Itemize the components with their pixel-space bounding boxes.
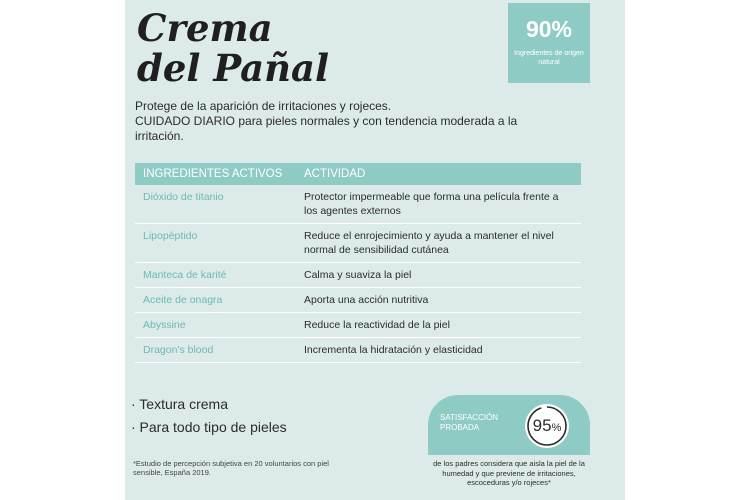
satisfaction-value: 95 bbox=[532, 416, 552, 435]
activity-cell: Reduce el enrojecimiento y ayuda a mantener el nivel normal de sensibilidad cutánea bbox=[296, 224, 581, 263]
ingredients-table bbox=[135, 163, 581, 363]
table-row bbox=[135, 313, 581, 338]
activity-cell: Aporta una acción nutritiva bbox=[296, 288, 581, 313]
ingredient-cell: Manteca de karité bbox=[135, 263, 296, 288]
natural-ingredients-badge bbox=[508, 3, 590, 83]
table-row bbox=[135, 288, 581, 313]
footnote: *Estudio de percepción subjetiva en 20 voluntarios con piel sensible, España 2019. bbox=[133, 459, 329, 477]
title-line-2: del Pañal bbox=[137, 46, 330, 90]
intro-text bbox=[135, 99, 525, 144]
title-line-1: Crema bbox=[137, 6, 273, 50]
feature-list bbox=[131, 393, 287, 439]
activity-cell: Incrementa la hidratación y elasticidad bbox=[296, 338, 581, 363]
intro-line-1: Protege de la aparición de irritaciones y rojeces. bbox=[135, 99, 392, 113]
ingredient-cell: Lipopéptido bbox=[135, 224, 296, 263]
badge-percent: 90% bbox=[525, 16, 573, 42]
ingredient-cell: Aceite de onagra bbox=[135, 288, 296, 313]
activity-cell: Reduce la reactividad de la piel bbox=[296, 313, 581, 338]
header-ingredients: INGREDIENTES ACTIVOS bbox=[135, 163, 296, 185]
table-row bbox=[135, 224, 581, 263]
satisfaction-label: SATISFACCIÓN PROBADA bbox=[440, 413, 499, 432]
table-header-row bbox=[135, 163, 581, 185]
activity-cell: Calma y suaviza la piel bbox=[296, 263, 581, 288]
page-title bbox=[137, 8, 329, 88]
ingredient-cell: Dióxido de titanio bbox=[135, 185, 296, 224]
table-row bbox=[135, 263, 581, 288]
feature-item: · Textura crema bbox=[131, 396, 228, 412]
intro-line-2: CUIDADO DIARIO para pieles normales y con tendencia moderada a la irritación. bbox=[135, 114, 518, 143]
satisfaction-unit: % bbox=[551, 422, 562, 434]
header-activity: ACTIVIDAD bbox=[296, 163, 581, 185]
satisfaction-percent bbox=[524, 403, 570, 449]
feature-item: · Para todo tipo de pieles bbox=[131, 419, 287, 435]
ingredient-cell: Abyssine bbox=[135, 313, 296, 338]
badge-text: Ingredientes de origen natural bbox=[514, 50, 584, 66]
table-row bbox=[135, 338, 581, 363]
satisfaction-description: de los padres considera que aisla la piel de la humedad y que previene de irritaciones, escoceduras y/o rojeces* bbox=[433, 459, 585, 487]
activity-cell: Protector impermeable que forma una película frente a los agentes externos bbox=[296, 185, 581, 224]
satisfaction-badge bbox=[428, 395, 590, 455]
ingredient-cell: Dragon's blood bbox=[135, 338, 296, 363]
table-row bbox=[135, 185, 581, 224]
